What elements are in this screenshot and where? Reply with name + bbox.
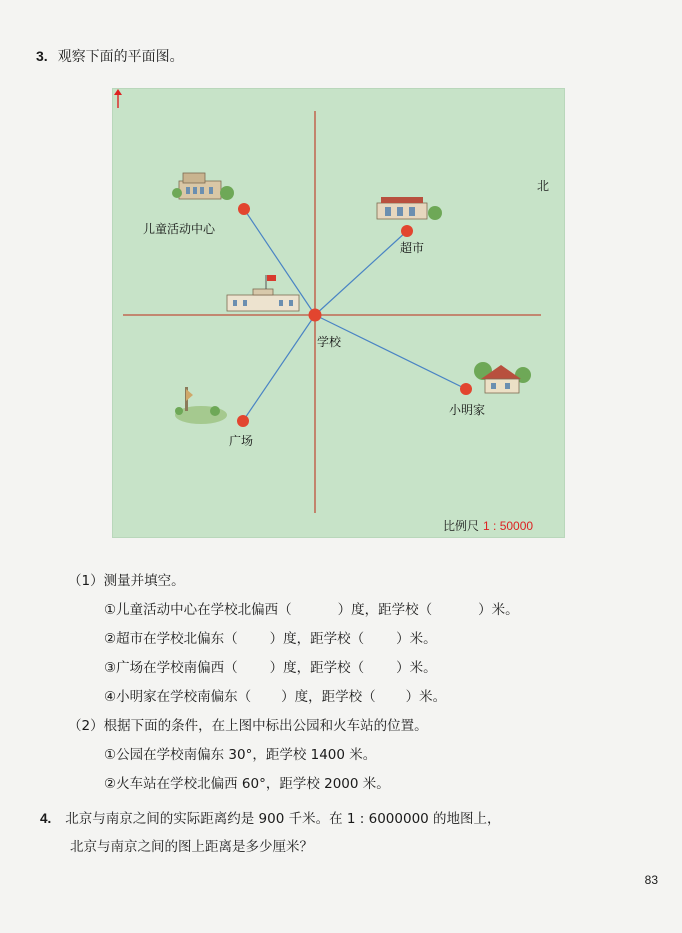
item-4-text-b: ）度，距学校（	[281, 689, 376, 705]
plan-map-drawing	[113, 89, 564, 537]
item-4-text-a: ④小明家在学校南偏东（	[104, 689, 252, 705]
item-3-text-b: ）度，距学校（	[269, 660, 365, 676]
question-4-text-1: 北京与南京之间的实际距离约是 900 千米。在 1 : 6000000 的地图上，	[65, 811, 501, 827]
north-arrow-icon	[113, 89, 123, 109]
square-label: 广场	[229, 434, 254, 448]
children-center-label: 儿童活动中心	[143, 222, 216, 236]
scale-ratio: 1 : 50000	[483, 519, 534, 533]
square-statue-icon	[175, 387, 227, 424]
item-3-text-a: ③广场在学校南偏西（	[104, 660, 238, 676]
question-3-prompt: 观察下面的平面图。	[57, 49, 184, 65]
question-4-line-1	[40, 807, 501, 827]
item-1-text-a: ①儿童活动中心在学校北偏西（	[104, 602, 292, 618]
item-2-text-c: ）米。	[396, 631, 437, 647]
xiaoming-home-label: 小明家	[449, 403, 486, 417]
north-label: 北	[537, 179, 550, 193]
school-building-icon	[227, 275, 299, 311]
plan-map	[112, 88, 565, 538]
xiaoming-home-building-icon	[474, 362, 531, 393]
map-scale	[443, 517, 533, 534]
item-1-text-c: ）米。	[478, 602, 519, 618]
item-3-text-c: ）米。	[396, 660, 437, 676]
item-2-text-b: ）度，距学校（	[269, 631, 365, 647]
part-1-item-1	[104, 598, 519, 618]
part-2-item-2: ②火车站在学校北偏西 60°，距学校 2000 米。	[104, 776, 390, 792]
part-2-heading: （2）根据下面的条件，在上图中标出公园和火车站的位置。	[68, 718, 428, 734]
xiaoming-home-dot	[460, 383, 472, 395]
children-center-dot	[238, 203, 250, 215]
part-1-heading: （1）测量并填空。	[68, 573, 185, 589]
part-1-item-2	[104, 627, 437, 647]
part-2-item-1: ①公园在学校南偏东 30°，距学校 1400 米。	[104, 747, 377, 763]
supermarket-building-icon	[377, 197, 442, 220]
part-1-item-3	[104, 656, 437, 676]
school-dot	[309, 309, 322, 322]
question-3	[36, 46, 184, 66]
scale-label: 比例尺	[443, 519, 480, 533]
item-1-text-b: ）度，距学校（	[337, 602, 433, 618]
page-number: 83	[644, 873, 658, 887]
question-3-number: 3.	[36, 48, 48, 64]
supermarket-label: 超市	[400, 241, 425, 255]
item-2-text-a: ②超市在学校北偏东（	[104, 631, 238, 647]
part-1-item-4	[104, 685, 446, 705]
square-dot	[237, 415, 249, 427]
supermarket-dot	[401, 225, 413, 237]
item-4-text-c: ）米。	[405, 689, 447, 705]
school-label: 学校	[317, 335, 342, 349]
question-4-number: 4.	[40, 811, 52, 826]
question-4-line-2: 北京与南京之间的图上距离是多少厘米？	[70, 839, 313, 855]
children-center-building-icon	[172, 173, 234, 200]
